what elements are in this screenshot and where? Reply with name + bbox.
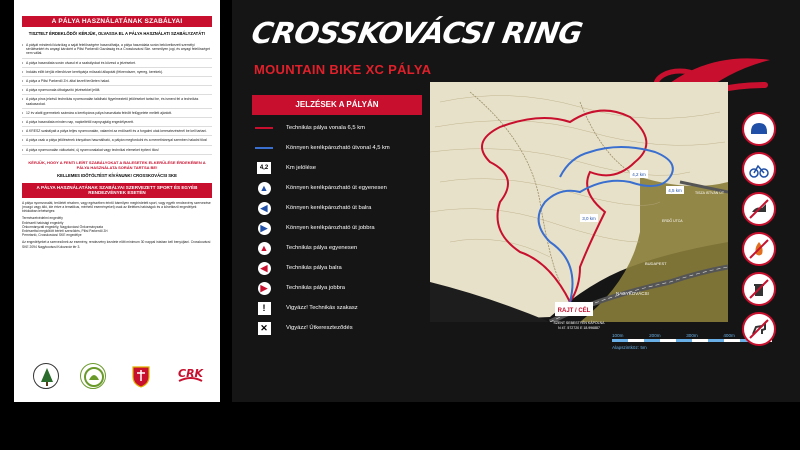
nature-park-logo [80, 363, 106, 389]
legend-row-warn-crossing [252, 318, 422, 338]
legend-row-technical-left [252, 258, 422, 278]
chapel-coords: N 47. 572720 E 18.996887 [558, 325, 600, 330]
legend-label: Könnyen kerékpározható útvonal 4,5 km [286, 145, 390, 151]
legend-label: Könnyen kerékpározható út egyenesen [286, 185, 387, 191]
page-subtitle: MOUNTAIN BIKE XC PÁLYA [254, 62, 432, 77]
rule-item: • A pálya nyomvonalán változtatni, új nyomvonalakat vagy technikai elemeket építeni tilos! [22, 146, 212, 155]
rule-item: • A pálya nyomvonala útbaigazító jelzésekkel jelölt. [22, 86, 212, 95]
rules-events-item: Pemrtartó, Crosskovácsi SKE engedélye [22, 233, 82, 238]
rules-events-item: Önkormányzati engedély, Nagykovácsi Önkormányzata [22, 224, 103, 229]
legend-row-easy-line [252, 138, 422, 158]
arrow-right-icon: ▶ [260, 222, 268, 233]
erdo-label: ERDŐ UTCA [662, 219, 683, 223]
rules-subheader: TISZTELT ÉRDEKLŐDŐ! KÉRJÜK, OLVASSA EL A PÁLYA HASZNÁLATI SZABÁLYZATÁT! [28, 31, 206, 36]
km-marker-2 [666, 186, 684, 194]
sponsor-logos [22, 358, 212, 394]
rules-thanks: KELLEMES IDŐTÖLTÉST KÍVÁNUNK! CROSSKOVÁCSI SKE [57, 172, 177, 178]
legend-label: Könnyen kerékpározható út jobbra [286, 225, 375, 231]
rule-item: • Indulás előtt kérjük ellenőrizze kerékpárja műszaki állapotát (fékrendszer, nyereg, kerekek). [22, 68, 212, 77]
rules-events-item: Erdészeti hatósági engedély [22, 220, 64, 225]
chapel-name: SZENT SEBESTYÉN KÁPOLNA [553, 321, 605, 325]
arrow-up-icon: ▲ [259, 242, 269, 253]
rules-events-list [22, 216, 212, 237]
legend-row-technical-line [252, 118, 422, 138]
rules-events-footer: Az engedélyeket a szervezőnek az esemény, rendezvény kezdete előtt minimum 30 nappal írásban kell benyújtani. Crosskovácsi SKE 2094 Nagykovácsi Kolozsvár tér 3. [22, 240, 211, 249]
legend-row-easy-left [252, 198, 422, 218]
tisza-label: TISZA ISTVÁN ÚT [695, 191, 724, 195]
main-panel [232, 0, 800, 402]
legend-row-km [252, 158, 422, 178]
rules-header: A PÁLYA HASZNÁLATÁNAK SZABÁLYAI [22, 16, 212, 27]
no-horse-icon [742, 312, 776, 346]
legend-label: Technikás pálya jobbra [286, 285, 345, 291]
rules-warning: KÉRJÜK, HOGY A FENTI LEÍRT SZABÁLYOKAT A BALESETEK ELKERÜLÉSE ÉRDEKÉBEN A PÁLYA HASZNÁLATA SORÁN TARTSA BE! [28, 159, 206, 170]
legend-label: Vigyázz! Technikás szakasz [286, 305, 358, 311]
legend-label: Technikás pálya balra [286, 265, 342, 271]
no-fire-icon [742, 232, 776, 266]
rule-item: • A pálya piros jelzésű technikás nyomvonalán található figyelmeztető jelöléseket tartsd be, és ismerd fel a technikás szakaszokat. [22, 95, 212, 108]
legend-label: Km jelölése [286, 165, 316, 171]
rule-item: • A KRESZ szabályait a pálya teljes nyomvonalán, valamint az erdőszéli és a forgalmi utak keresztezésénél be kell tartani. [22, 127, 212, 136]
svg-text:3,0 km: 3,0 km [582, 216, 596, 221]
legend-header: JELZÉSEK A PÁLYÁN [252, 95, 422, 115]
legend-label: Vigyázz! Útkereszteződés [286, 325, 353, 331]
arrow-up-icon: ▲ [259, 182, 269, 193]
rules-events-text: A pálya nyomvonalát, területét részben, vagy egészében érintő bármilyen meghirdetett sport, vagy egyéb rendezvény szervezése (mozgó vagy álló, ide értve a tematikus, mérhető eseményeket) csak az illetékes hatóságok és a következő engedélyek birtokában lehetséges: [22, 200, 211, 214]
coat-of-arms-logo [128, 363, 154, 389]
legend-label: Technikás pálya egyenesen [286, 245, 358, 251]
legend-row-technical-straight [252, 238, 422, 258]
rule-item: • A pálya csak a pálya jelölésének irányában használható, a pályán megfordulni és a menetiránnyal szemben haladni tilos! [22, 136, 212, 145]
rule-item: • A pálya használata minden nap, napkeltétől napnyugtáig engedélyezett. [22, 118, 212, 127]
technical-line-icon [255, 127, 273, 129]
no-dog-icon [742, 192, 776, 226]
start-finish-label: RAJT / CÉL [557, 308, 591, 314]
rule-item: • 12 év alatti gyermekek számára a kerékpáros pálya használata felnőtt felügyelete mellett ajánlott. [22, 109, 212, 118]
rule-item: • A pályát mindenki kizárólag a saját felelősségére használhatja, a pálya használata során bekövetkezett személyi sérülésekért és anyagi károkért a Pilisi Parkerdő Gazdaság és a Crosskovácsi Ske. semmilyen jogi, és anyagi felelősséget nem vállal. [22, 41, 212, 59]
rule-item: • A pálya használata során olvasd el a szabályokat és kövesd a jelzéseket. [22, 59, 212, 68]
cross-icon: ✕ [258, 322, 271, 335]
chapel-label [549, 321, 609, 330]
km-marker-1 [630, 170, 648, 178]
svg-text:4,2 km: 4,2 km [632, 172, 646, 177]
svg-text:CRK: CRK [178, 367, 204, 380]
arrow-left-icon: ◀ [260, 202, 268, 213]
legend-label: Technikás pálya vonala 6,5 km [286, 125, 365, 131]
scale-tick: 300m [686, 333, 698, 338]
rule-item: • A pálya a Pilisi Parkerdő Zrt. által kezelt területen halad. [22, 77, 212, 86]
rules-events-item: Természetvédelmi engedély [22, 216, 63, 221]
arrow-right-icon: ▶ [260, 282, 268, 293]
legend-row-easy-right [252, 218, 422, 238]
nagykovacsi-label: NAGYKOVÁCSI [616, 291, 649, 296]
rules-events-item: Erdészettal megkötött bérleti szerződés, Pilisi Parkerdő Zrt [22, 229, 108, 234]
trail-map [430, 82, 728, 322]
easy-line-icon [255, 147, 273, 149]
scale-tick: 100m [612, 333, 624, 338]
arrow-left-icon: ◀ [260, 262, 268, 273]
scale-tick: 400m [723, 333, 735, 338]
budapest-label: BUDAPEST [645, 261, 667, 266]
helmet-icon [742, 112, 776, 146]
km-marker-icon: 4,2 [257, 162, 271, 174]
legend [252, 118, 422, 338]
legend-label: Könnyen kerékpározható út balra [286, 205, 372, 211]
scale-note: Alapszintköz: 5m [612, 345, 647, 350]
exclamation-icon: ! [258, 302, 271, 315]
crk-logo [175, 363, 204, 389]
legend-row-technical-right [252, 278, 422, 298]
scale-tick: 200m [649, 333, 661, 338]
legend-row-easy-straight [252, 178, 422, 198]
rules-list [22, 41, 212, 155]
rules-panel [14, 0, 220, 402]
no-litter-icon [742, 272, 776, 306]
no-motorbike-icon [742, 152, 776, 186]
legend-row-warn-technical [252, 298, 422, 318]
svg-text:4,5 km: 4,5 km [668, 188, 682, 193]
rules-header-events: A PÁLYA HASZNÁLATÁNAK SZABÁLYAI SZERVEZETT SPORT ÉS EGYÉB RENDEZVÉNYEK ESETÉN [22, 183, 212, 198]
km-marker-3 [580, 214, 598, 222]
page-title: CROSSKOVÁCSI RING [249, 16, 585, 50]
forest-logo [33, 363, 59, 389]
